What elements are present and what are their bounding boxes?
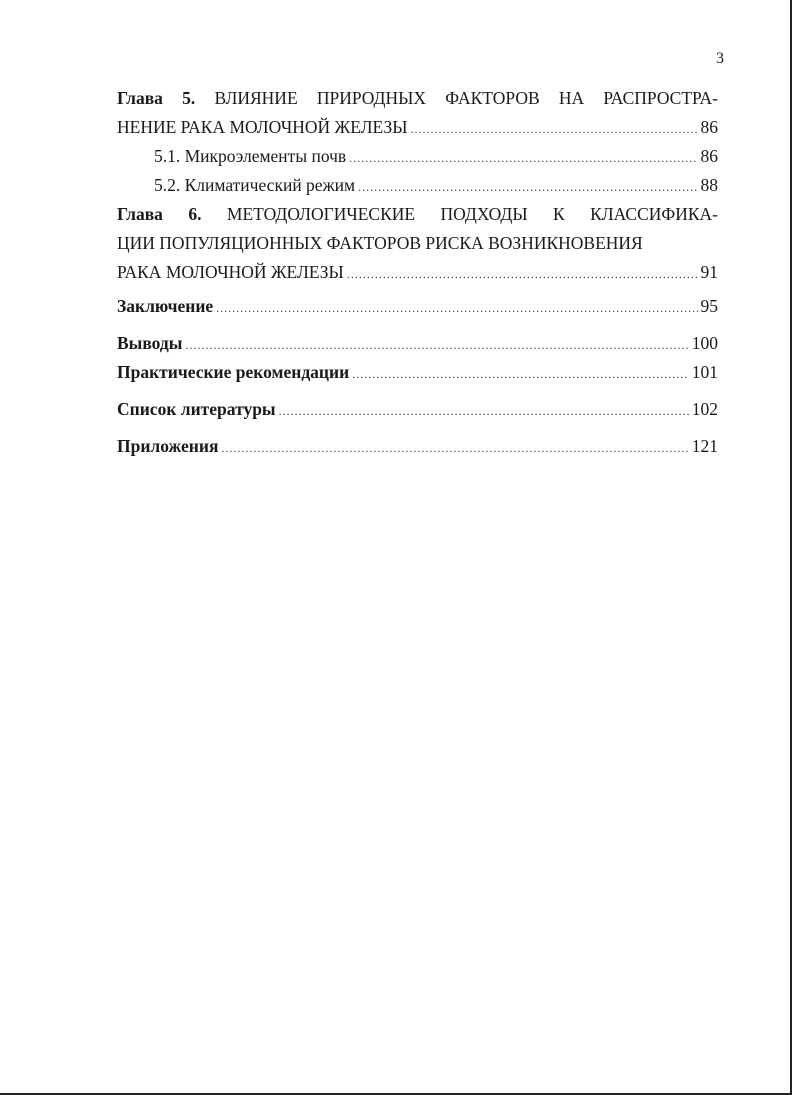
conclusion-page: 95	[700, 296, 718, 316]
chapter-5-title-part-1: ВЛИЯНИЕ ПРИРОДНЫХ ФАКТОРОВ НА РАСПРОСТРА-	[214, 88, 719, 108]
findings-page: 100	[691, 333, 718, 353]
section-5-2-title: 5.2. Климатический режим	[154, 175, 356, 195]
toc-references	[117, 395, 718, 424]
section-5-2-page: 88	[700, 175, 718, 195]
chapter-6-title-part-1: МЕТОДОЛОГИЧЕСКИЕ ПОДХОДЫ К КЛАССИФИКА-	[226, 204, 719, 224]
recommendations-title: Практические рекомендации	[117, 362, 350, 382]
toc-section-5-2	[117, 171, 718, 200]
dot-leader	[216, 294, 697, 323]
conclusion-title: Заключение	[117, 296, 214, 316]
chapter-6-page: 91	[700, 262, 718, 282]
dot-leader	[352, 360, 689, 389]
toc-chapter-6-line-3	[117, 258, 718, 287]
toc-recommendations	[117, 358, 718, 387]
findings-title: Выводы	[117, 333, 183, 353]
dot-leader	[279, 397, 689, 426]
recommendations-page: 101	[691, 362, 718, 382]
toc-chapter-5-line-2	[117, 113, 718, 142]
dot-leader	[349, 144, 697, 173]
appendices-page: 121	[691, 436, 718, 456]
chapter-5-title-part-2: НЕНИЕ РАКА МОЛОЧНОЙ ЖЕЛЕЗЫ	[117, 117, 408, 137]
section-5-1-page: 86	[700, 146, 718, 166]
chapter-6-title-part-2: ЦИИ ПОПУЛЯЦИОННЫХ ФАКТОРОВ РИСКА ВОЗНИКНОВЕНИЯ	[117, 233, 643, 253]
toc-chapter-6-line-2	[117, 229, 718, 258]
toc-chapter-6-line-1	[117, 200, 718, 229]
references-page: 102	[691, 399, 718, 419]
chapter-5-label: Глава 5.	[117, 88, 196, 108]
dot-leader	[221, 434, 688, 463]
dot-leader	[358, 173, 697, 202]
toc-conclusion	[117, 292, 718, 321]
page-number: 3	[716, 50, 724, 67]
chapter-6-title-part-3: РАКА МОЛОЧНОЙ ЖЕЛЕЗЫ	[117, 262, 344, 282]
references-title: Список литературы	[117, 399, 276, 419]
toc-chapter-5-line-1	[117, 84, 718, 113]
chapter-6-label: Глава 6.	[117, 204, 202, 224]
table-of-contents	[117, 84, 718, 461]
dot-leader	[411, 115, 698, 144]
dot-leader	[185, 331, 688, 360]
dot-leader	[347, 260, 698, 289]
toc-section-5-1	[117, 142, 718, 171]
toc-findings	[117, 329, 718, 358]
toc-appendices	[117, 432, 718, 461]
section-5-1-title: 5.1. Микроэлементы почв	[154, 146, 347, 166]
appendices-title: Приложения	[117, 436, 219, 456]
chapter-5-page: 86	[700, 117, 718, 137]
